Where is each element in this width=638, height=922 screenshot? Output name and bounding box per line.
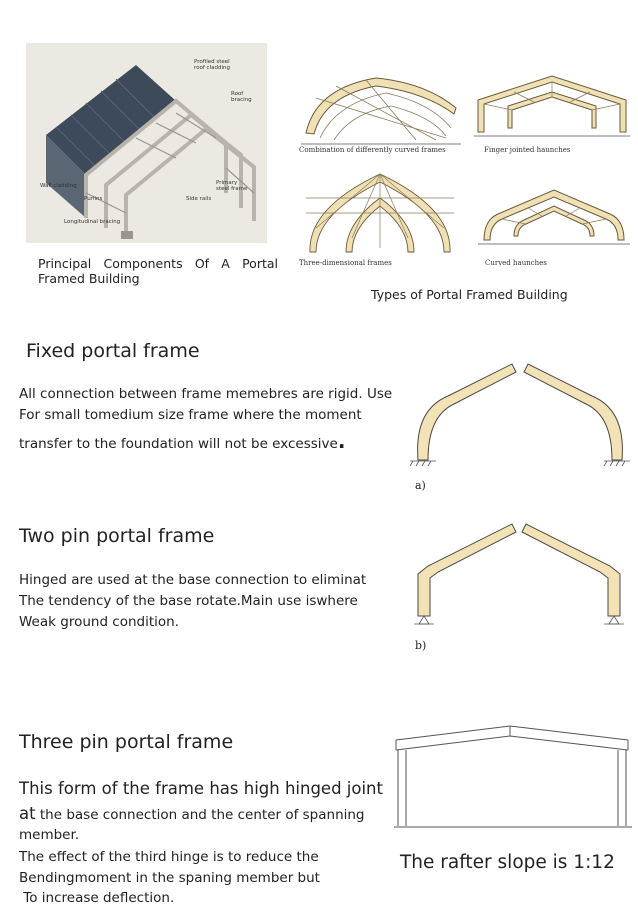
components-caption: Principal Components Of A Portal Framed Building (38, 256, 278, 286)
curved-haunches-diagram (478, 184, 630, 250)
label-roof-cladding: Profiled steel roof cladding (194, 59, 230, 71)
fixed-line-3: transfer to the foundation will not be excessive. (19, 429, 346, 453)
three-pin-line-5: Bendingmoment in the spaning member but (19, 870, 320, 886)
portal-frame-components-figure (26, 43, 267, 243)
three-pin-frame-diagram (392, 720, 634, 832)
building-illustration (26, 43, 267, 243)
label-roof-bracing: Roof bracing (231, 91, 252, 103)
label-wall-cladding: Wall cladding (40, 183, 77, 189)
finger-jointed-diagram (474, 70, 630, 142)
caption-three-dimensional: Three-dimensional frames (299, 259, 392, 267)
caption-curved-haunches: Curved haunches (485, 259, 547, 267)
caption-finger-jointed: Finger jointed haunches (484, 146, 571, 154)
two-pin-frame-diagram (408, 520, 634, 640)
fixed-line-1: All connection between frame memebres are rigid. Use (19, 386, 393, 402)
three-pin-line-6: To increase deflection. (19, 890, 175, 906)
three-pin-line-1: This form of the frame has high hinged joint (19, 779, 383, 798)
caption-curved-frames: Combination of differently curved frames (299, 146, 446, 154)
label-long-bracing: Longitudinal bracing (64, 219, 121, 225)
three-pin-line-2: at the base connection and the center of spanning (19, 804, 365, 823)
label-primary-frame: Primary steel frame (216, 180, 248, 192)
three-dimensional-diagram (296, 168, 464, 258)
types-caption: Types of Portal Framed Building (371, 287, 568, 302)
section-title-two-pin: Two pin portal frame (19, 525, 215, 547)
rafter-slope-note: The rafter slope is 1:12 (400, 852, 615, 873)
three-pin-line-4: The effect of the third hinge is to reduce the (19, 849, 319, 865)
fixed-frame-diagram (408, 360, 634, 470)
fixed-line-2: For small tomedium size frame where the moment (19, 407, 362, 423)
label-purlins: Purlins (84, 196, 103, 202)
three-pin-line-3: member. (19, 827, 80, 843)
two-pin-line-2: The tendency of the base rotate.Main use iswhere (19, 593, 358, 609)
section-title-three-pin: Three pin portal frame (19, 731, 234, 753)
fig-label-b: b) (415, 639, 427, 652)
section-title-fixed: Fixed portal frame (26, 340, 200, 362)
two-pin-line-3: Weak ground condition. (19, 614, 180, 630)
curved-frames-diagram (296, 68, 466, 148)
two-pin-line-1: Hinged are used at the base connection to eliminat (19, 572, 367, 588)
label-side-rails: Side rails (186, 196, 212, 202)
fig-label-a: a) (415, 479, 426, 492)
